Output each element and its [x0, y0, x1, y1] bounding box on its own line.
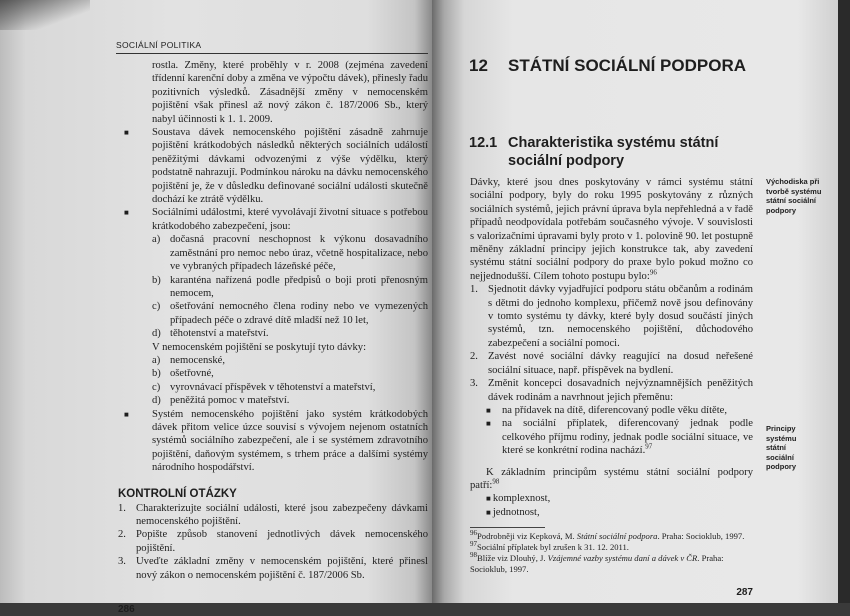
goal-item [470, 377, 753, 404]
goal-item [470, 283, 753, 350]
footnote-ref: 98 [492, 477, 500, 486]
question-item [118, 502, 428, 529]
principles-text: K základním principům systému státní sociální podpory patří: [470, 466, 753, 491]
footnote [470, 542, 753, 553]
footnotes [470, 531, 753, 575]
bullet-icon: ■ [124, 208, 129, 218]
item-text: peněžitá pomoc v mateřství. [170, 395, 290, 407]
footnote-text: Podrobněji viz Kepková, M. [477, 531, 577, 542]
footnote [470, 531, 753, 542]
chapter-title: STÁTNÍ SOCIÁLNÍ PODPORA [508, 56, 747, 75]
item-text: Charakterizujte sociální události, které jsou zabezpečeny dávkami nemocenského pojištění. [136, 502, 428, 527]
question-item [118, 528, 428, 555]
item-text: ošetřování nemocného člena rodiny nebo ve vymezených případech péče o zdravé dítě mladší než 10 let, [170, 301, 428, 326]
footnote-mark: 97 [470, 540, 477, 549]
goal-subitem [470, 404, 753, 417]
bullet-icon: ■ [486, 507, 493, 517]
bullet-icon: ■ [486, 494, 493, 504]
footnote-text: . Praha: Socioklub, 1997. [470, 553, 724, 575]
paragraph: rostla. Změny, které proběhly v r. 2008 (zejména zavedení třídenní karenční doby a změna ve výpočtu dávek), přinesly řadu pozitivních výsledků. Zásadnější změny v nemocenském pojištění však přinesl až nový zákon č. 187/2006 Sb., který nabyl účinnosti k 1. 1. 2009. [152, 60, 428, 125]
goal-subitem [470, 417, 753, 457]
sub-item [122, 300, 428, 327]
sub-item [122, 367, 428, 380]
sub-item [122, 381, 428, 394]
bullet-icon: ■ [124, 409, 129, 419]
item-text: jednotnost, [492, 506, 540, 518]
right-content [469, 55, 753, 599]
item-text: komplexnost, [492, 493, 551, 505]
right-body [470, 176, 753, 519]
chapter-heading [469, 55, 753, 76]
book-edge [838, 0, 850, 603]
intro-text: Dávky, které jsou dnes poskytovány v rámci systému státní sociální podpory, byly do roku 1995 poskytovány z různých sociálních systémů, jejich právní úprava byla nepřehledná a v řadě případů neodpovídala potřebám současného vývoje. V souvislosti s valorizačními úpravami byly proto v 1. polovině 90. let postupně měněny základní principy jejich konstrukce tak, aby zavedení systému státní sociální podpory do praxe bylo pokud možno co nejjednodušší. Cílem tohoto postupu bylo: [470, 177, 753, 282]
footnote-text: Blíže viz Dlouhý, J. [477, 553, 548, 564]
item-text: dočasná pracovní neschopnost k výkonu dosavadního zaměstnání pro nemoc nebo úraz, včetně hospitalizace, nebo ve vybraných případech lázeňské péče, [170, 234, 428, 273]
item-text: Sjednotit dávky vyjadřující podporu státu občanům a rodinám s dětmi do jednoho komplexu, přičemž nově jsou definovány v tomto systému ty dávky, které byly dosud součástí jiných systémů, tzn. nemocenského pojištění, důchodového zabezpečení a sociální pomoci. [488, 284, 753, 349]
item-text: ošetřovné, [170, 368, 214, 380]
bullet-icon: ■ [486, 419, 491, 429]
item-marker: d) [152, 328, 161, 340]
bullet-text: Sociálními událostmi, které vyvolávají životní situace s potřebou krátkodobého zabezpečení, jsou: [152, 207, 428, 232]
left-body [122, 59, 428, 475]
section-number: 12.1 [469, 135, 498, 151]
principle-item [470, 492, 753, 505]
questions-heading: KONTROLNÍ OTÁZKY [118, 487, 237, 500]
item-marker: 3. [118, 556, 126, 568]
footnote-text: . Praha: Socioklub, 1997. [657, 531, 745, 542]
bullet-item [122, 126, 428, 206]
page-number-right: 287 [736, 587, 753, 599]
footnote-text: Sociální příplatek byl zrušen k 31. 12. 2011. [477, 542, 629, 553]
left-content [116, 40, 428, 616]
principle-item [470, 506, 753, 519]
principles-intro [470, 466, 753, 493]
footnote-mark: 98 [470, 551, 477, 560]
sub-item [122, 394, 428, 407]
item-marker: 2. [118, 529, 126, 541]
paragraph: V nemocenském pojištění se poskytují tyto dávky: [152, 341, 367, 353]
bullet-item [122, 408, 428, 475]
bullet-item [122, 206, 428, 233]
item-text: karanténa nařízená podle předpisů o boji proti přenosným nemocem, [170, 274, 428, 299]
footnote-title: Vzájemné vazby systému daní a dávek v ČR [547, 553, 698, 564]
item-marker: 1. [470, 284, 478, 296]
item-marker: b) [152, 368, 161, 380]
question-item [118, 555, 428, 582]
item-text: Změnit koncepci dosavadních nejvýznamnějších peněžitých dávek rodinám a navrhnout jejich přeměnu: [488, 378, 753, 403]
item-text: na přídavek na dítě, diferencovaný podle věku dítěte, [502, 404, 728, 416]
bullet-icon: ■ [486, 405, 491, 415]
item-marker: a) [152, 354, 161, 366]
item-text: Popište způsob stanovení jednotlivých dávek nemocenského pojištění. [136, 529, 428, 554]
footnote-ref: 96 [649, 268, 657, 277]
footnote-ref: 97 [645, 442, 653, 451]
item-text: těhotenství a mateřství. [170, 328, 269, 340]
bullet-text: Systém nemocenského pojištění jako systém krátkodobých dávek přitom velice úzce souvisí s vývojem nejenom ostatních systémů sociálního zabezpečení, ale i se systémem zdravotního pojištění, daňovým systémem, s trhem práce a dalšími systémy národního hospodářství. [152, 408, 428, 474]
sub-item [122, 354, 428, 367]
questions-list [118, 502, 428, 582]
section-heading [469, 134, 753, 170]
header-rule [116, 53, 428, 54]
sub-item [122, 274, 428, 301]
intro-paragraph [470, 176, 753, 283]
chapter-number: 12 [469, 56, 488, 75]
item-text: Zavést nové sociální dávky reagující na dosud neřešené sociální situace, např. příspěvek na bydlení. [488, 351, 753, 376]
item-text: nemocenské, [170, 354, 226, 366]
goal-item [470, 350, 753, 377]
sub-item [122, 327, 428, 340]
item-marker: 2. [470, 351, 478, 363]
item-marker: a) [152, 234, 161, 246]
page-number-left: 286 [118, 604, 135, 616]
item-text: na sociální příplatek, diferencovaný jednak podle celkového příjmu rodiny, jednak podle sociální situace, ve které se konkrétní rodina nachází. [502, 418, 753, 457]
footnote-mark: 96 [470, 529, 477, 538]
item-marker: c) [152, 301, 161, 313]
item-marker: d) [152, 395, 161, 407]
item-marker: b) [152, 274, 161, 286]
item-marker: 1. [118, 502, 126, 514]
item-text: vyrovnávací příspěvek v těhotenství a mateřství, [170, 381, 376, 393]
footnote [470, 553, 753, 575]
bullet-text: Soustava dávek nemocenského pojištění zásadně zahrnuje pojištění krátkodobých následků některých sociálních událostí peněžitými dávkami odvozenými z výše výdělku, který podstatně nahrazují. Podmínkou nároku na dávku nemocenského pojištění je, že v důsledku definované sociální události skutečně dochází ke ztrátě výdělku. [152, 127, 428, 206]
footnote-title: Státní sociální podpora [576, 531, 658, 542]
right-page [432, 0, 838, 603]
section-title: Charakteristika systému státní sociální podpory [508, 135, 719, 169]
footnote-rule [470, 527, 545, 528]
item-marker: c) [152, 381, 161, 393]
item-marker: 3. [470, 378, 478, 390]
sub-item [122, 233, 428, 273]
item-text: Uveďte základní změny v nemocenském pojištění, které přinesl nový zákon o nemocenském pojištění č. 187/2006 Sb. [136, 556, 428, 581]
running-header: SOCIÁLNÍ POLITIKA [116, 40, 202, 50]
bullet-icon: ■ [124, 128, 129, 138]
margin-note-2: Principy systému státní sociální podpory [766, 424, 797, 471]
margin-note-1: Východiska při tvorbě systému státní sociální podpory [766, 177, 822, 215]
